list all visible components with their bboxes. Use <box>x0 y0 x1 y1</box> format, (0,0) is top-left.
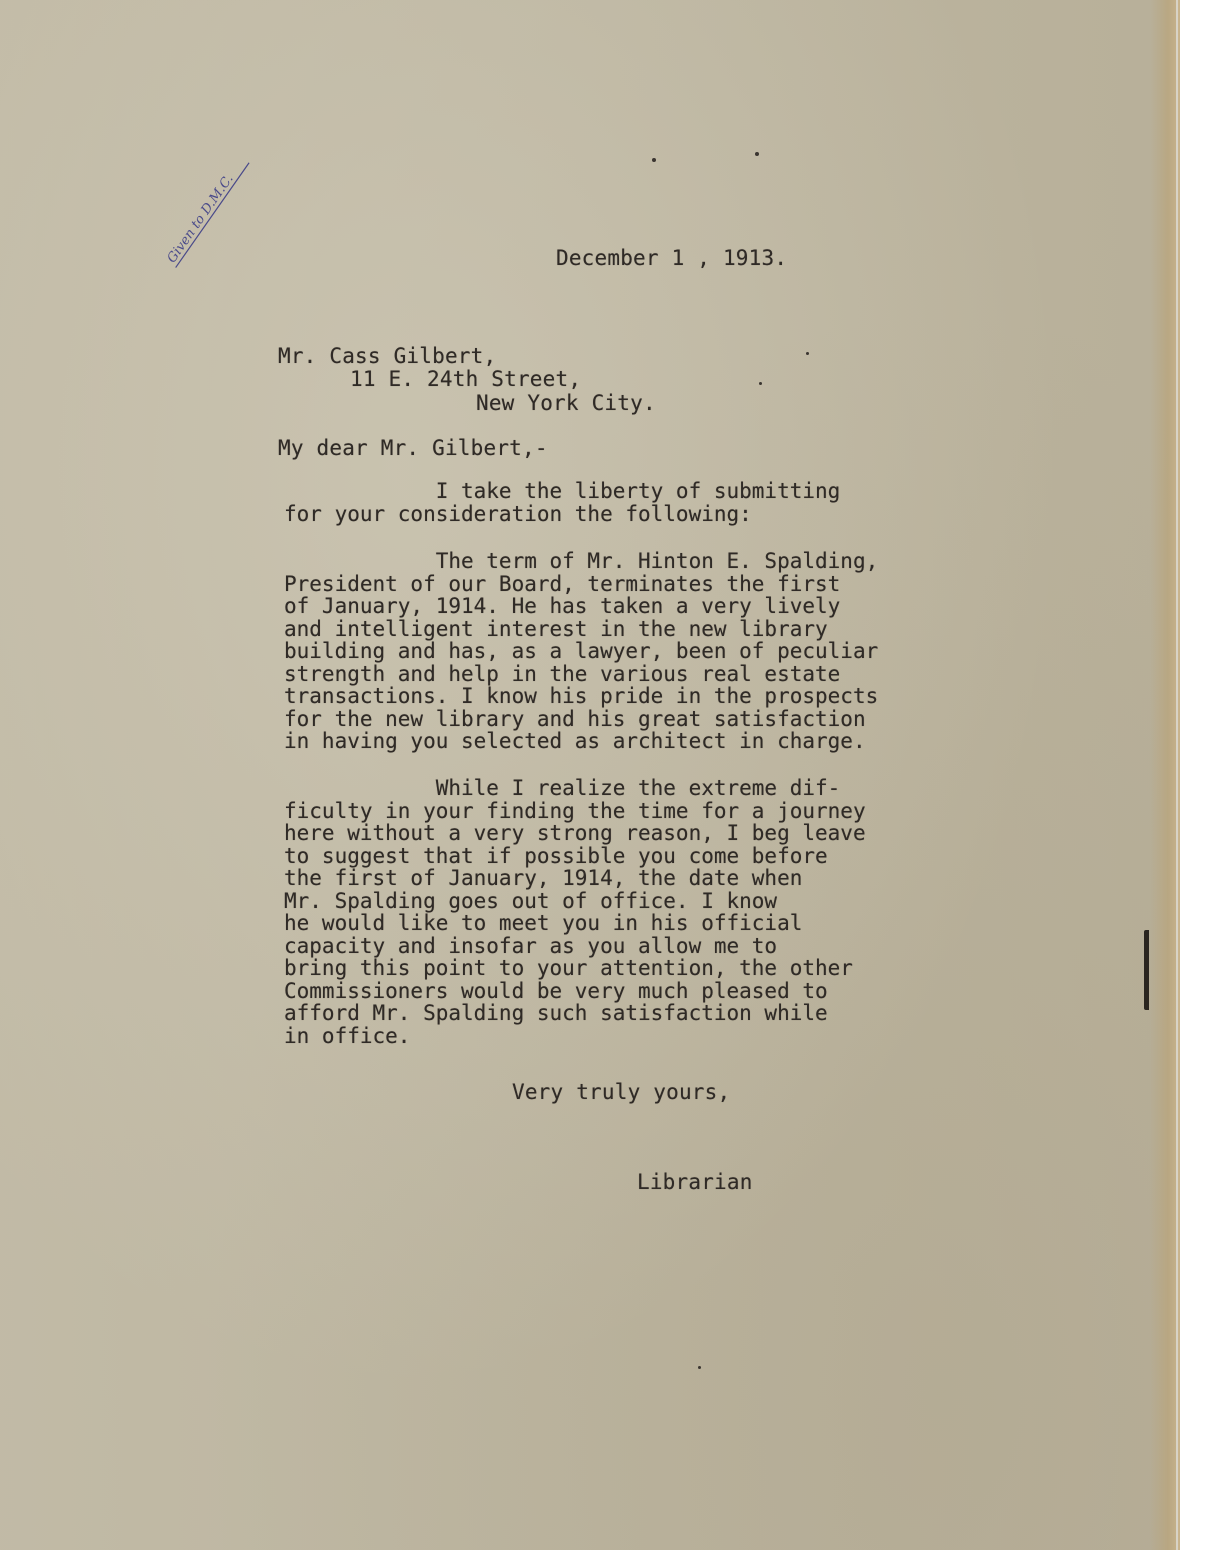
recipient-city: New York City. <box>476 391 656 415</box>
handwritten-annotation <box>150 140 260 280</box>
paragraph-intro: I take the liberty of submitting for your consideration the following: <box>284 479 841 526</box>
paper-speck <box>759 382 762 385</box>
paper-speck <box>698 1366 701 1369</box>
paragraph-spalding-term: The term of Mr. Hinton E. Spalding, President of our Board, terminates the first of January, 1914. He has taken a very lively and intelligent interest in the new library building and has, as a lawyer, been of peculiar strength and help in the various real estate transactions. I know his pride in the prospects for the new library and his great satisfaction in having you selected as architect in charge. <box>284 549 879 753</box>
annotation-text: Given to D.M.C. <box>164 171 237 266</box>
paragraph-request-visit: While I realize the extreme dif- ficulty in your finding the time for a journey here without a very strong reason, I beg leave to suggest that if possible you come before the first of January, 1914, the date when Mr. Spalding goes out of office. I know he would like to meet you in his official capacity and insofar as you allow me to bring this point to your attention, the other Commissioners would be very much pleased to afford Mr. Spalding such satisfaction while in office. <box>284 776 866 1048</box>
paper-speck <box>652 158 656 162</box>
paper-speck <box>755 152 759 156</box>
signature-title: Librarian <box>637 1170 753 1194</box>
recipient-street: 11 E. 24th Street, <box>350 367 582 391</box>
salutation: My dear Mr. Gilbert,- <box>278 436 548 460</box>
closing: Very truly yours, <box>512 1080 731 1104</box>
paper-tear-mark <box>1144 930 1159 1010</box>
paper-edge-line <box>1176 0 1178 1550</box>
paper-speck <box>806 352 809 355</box>
recipient-name: Mr. Cass Gilbert, <box>278 344 497 368</box>
letter-date: December 1 , 1913. <box>556 246 788 270</box>
